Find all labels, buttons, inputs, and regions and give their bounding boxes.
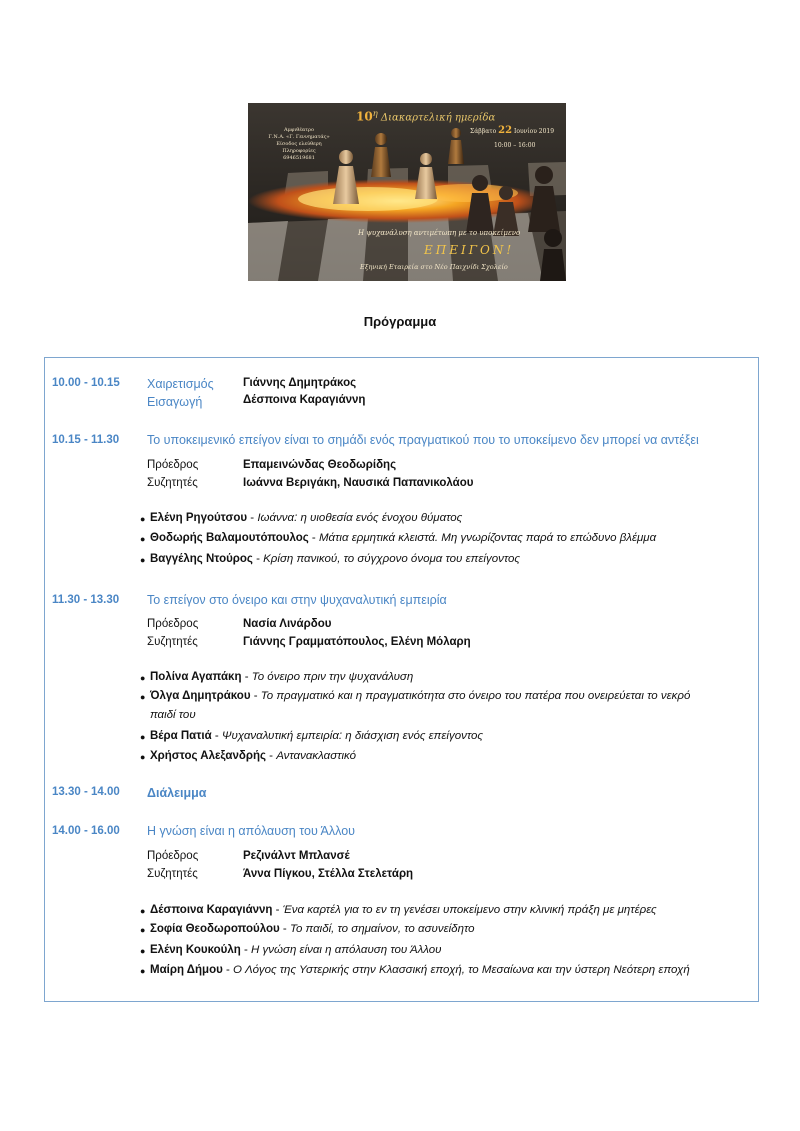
event-poster (248, 103, 566, 281)
session-time: 14.00 - 16.00 (52, 825, 120, 837)
talk-item-continuation: παιδί του (150, 709, 196, 721)
chair-name: Ρεζινάλντ Μπλανσέ (243, 850, 350, 862)
poster-theme: Η ψυχανάλυση αντιμέτωπη με το υποκείμενο (358, 229, 521, 237)
talk-item: Σοφία Θεοδωροπούλου - Το παιδί, το σημαίνον, το ασυνείδητο (150, 923, 475, 935)
speaker-name: Γιάννης Δημητράκος (243, 377, 357, 389)
session-time: 10.15 - 11.30 (52, 434, 120, 446)
bullet-icon: ● (140, 925, 146, 935)
session-time: 11.30 - 13.30 (52, 594, 120, 606)
bullet-icon: ● (140, 692, 146, 702)
break-title: Διάλειμμα (147, 786, 207, 800)
bullet-icon: ● (140, 732, 146, 742)
talk-item: Βαγγέλης Ντούρος - Κρίση πανικού, το σύγχρονο όνομα του επείγοντος (150, 553, 520, 565)
bullet-icon: ● (140, 946, 146, 956)
discussants-names: Άννα Πίγκου, Στέλλα Στελετάρη (243, 868, 414, 880)
discussants-names: Γιάννης Γραμματόπουλος, Ελένη Μόλαρη (243, 636, 471, 648)
discussants-names: Ιωάννα Βεριγάκη, Ναυσικά Παπανικολάου (243, 477, 474, 489)
poster-big-title: ΕΠΕΙΓΟΝ! (424, 243, 515, 257)
talk-item: Πολίνα Αγαπάκη - Το όνειρο πριν την ψυχανάλυση (150, 671, 414, 683)
poster-date: Σάββατο 22 Ιουνίου 2019 (470, 125, 555, 136)
bullet-icon: ● (140, 534, 146, 544)
session-title: Το υποκειμενικό επείγον είναι το σημάδι ενός πραγματικού που το υποκείμενο δεν μπορεί να αντέξει (147, 433, 699, 447)
talk-item: Δέσποινα Καραγιάννη - Ένα καρτέλ για το εν τη γενέσει υποκείμενο στην κλινική πράξη με μητέρες (150, 904, 657, 916)
bullet-icon: ● (140, 752, 146, 762)
page-title: Πρόγραμμα (363, 314, 437, 329)
session-time: 10.00 - 10.15 (52, 377, 120, 389)
talk-item: Μαίρη Δήμου - Ο Λόγος της Υστερικής στην Κλασσική εποχή, το Μεσαίωνα και την ύστερη Νεότερη εποχή (150, 964, 690, 976)
chair-label: Πρόεδρος (147, 618, 199, 630)
bullet-icon: ● (140, 514, 146, 524)
poster-time: 10:00 – 16:00 (494, 142, 536, 149)
talk-item: Όλγα Δημητράκου - Το πραγματικό και η πραγματικότητα στο όνειρο του πατέρα που ονειρεύεται το νεκρό (150, 690, 691, 702)
discussants-label: Συζητητές (147, 636, 198, 648)
session-title: Χαιρετισμός (147, 377, 214, 391)
bullet-icon: ● (140, 673, 146, 683)
talk-item: Ελένη Ρηγούτσου - Ιωάννα: η υιοθεσία ενός ένοχου θύματος (150, 512, 463, 524)
talk-item: Θοδωρής Βαλαμουτόπουλος - Μάτια ερμητικά κλειστά. Μη γνωρίζοντας παρά το επώδυνο βλέμμα (150, 532, 657, 544)
session-title: Το επείγον στο όνειρο και στην ψυχαναλυτική εμπειρία (147, 593, 447, 607)
poster-title: $10^\eta$ Διακαρτελική ημερίδα (356, 108, 496, 124)
discussants-label: Συζητητές (147, 868, 198, 880)
chair-name: Νασία Λινάρδου (243, 618, 332, 630)
chair-label: Πρόεδρος (147, 459, 199, 471)
speaker-name: Δέσποινα Καραγιάννη (243, 394, 366, 406)
chair-label: Πρόεδρος (147, 850, 199, 862)
chair-name: Επαμεινώνδας Θεοδωρίδης (243, 459, 397, 471)
talk-item: Χρήστος Αλεξανδρής - Αντανακλαστικό (150, 750, 357, 762)
session-title: Εισαγωγή (147, 395, 203, 409)
bullet-icon: ● (140, 966, 146, 976)
discussants-label: Συζητητές (147, 477, 198, 489)
poster-venue: Αμφιθέατρο Γ.Ν.Α. «Γ. Γεννηματάς» Είσοδος ελεύθερη Πληροφορίες 6946519681 (268, 127, 330, 161)
poster-organizer: Εξηνική Εταιρεία στο Νέο Παιχνίδι Σχολείο (360, 263, 508, 271)
talk-item: Βέρα Πατιά - Ψυχαναλυτική εμπειρία: η διάσχιση ενός επείγοντος (150, 730, 484, 742)
talk-item: Ελένη Κουκούλη - Η γνώση είναι η απόλαυση του Άλλου (150, 944, 442, 956)
bullet-icon: ● (140, 906, 146, 916)
session-time: 13.30 - 14.00 (52, 786, 120, 798)
bullet-icon: ● (140, 555, 146, 565)
session-title: Η γνώση είναι η απόλαυση του Άλλου (147, 824, 356, 838)
